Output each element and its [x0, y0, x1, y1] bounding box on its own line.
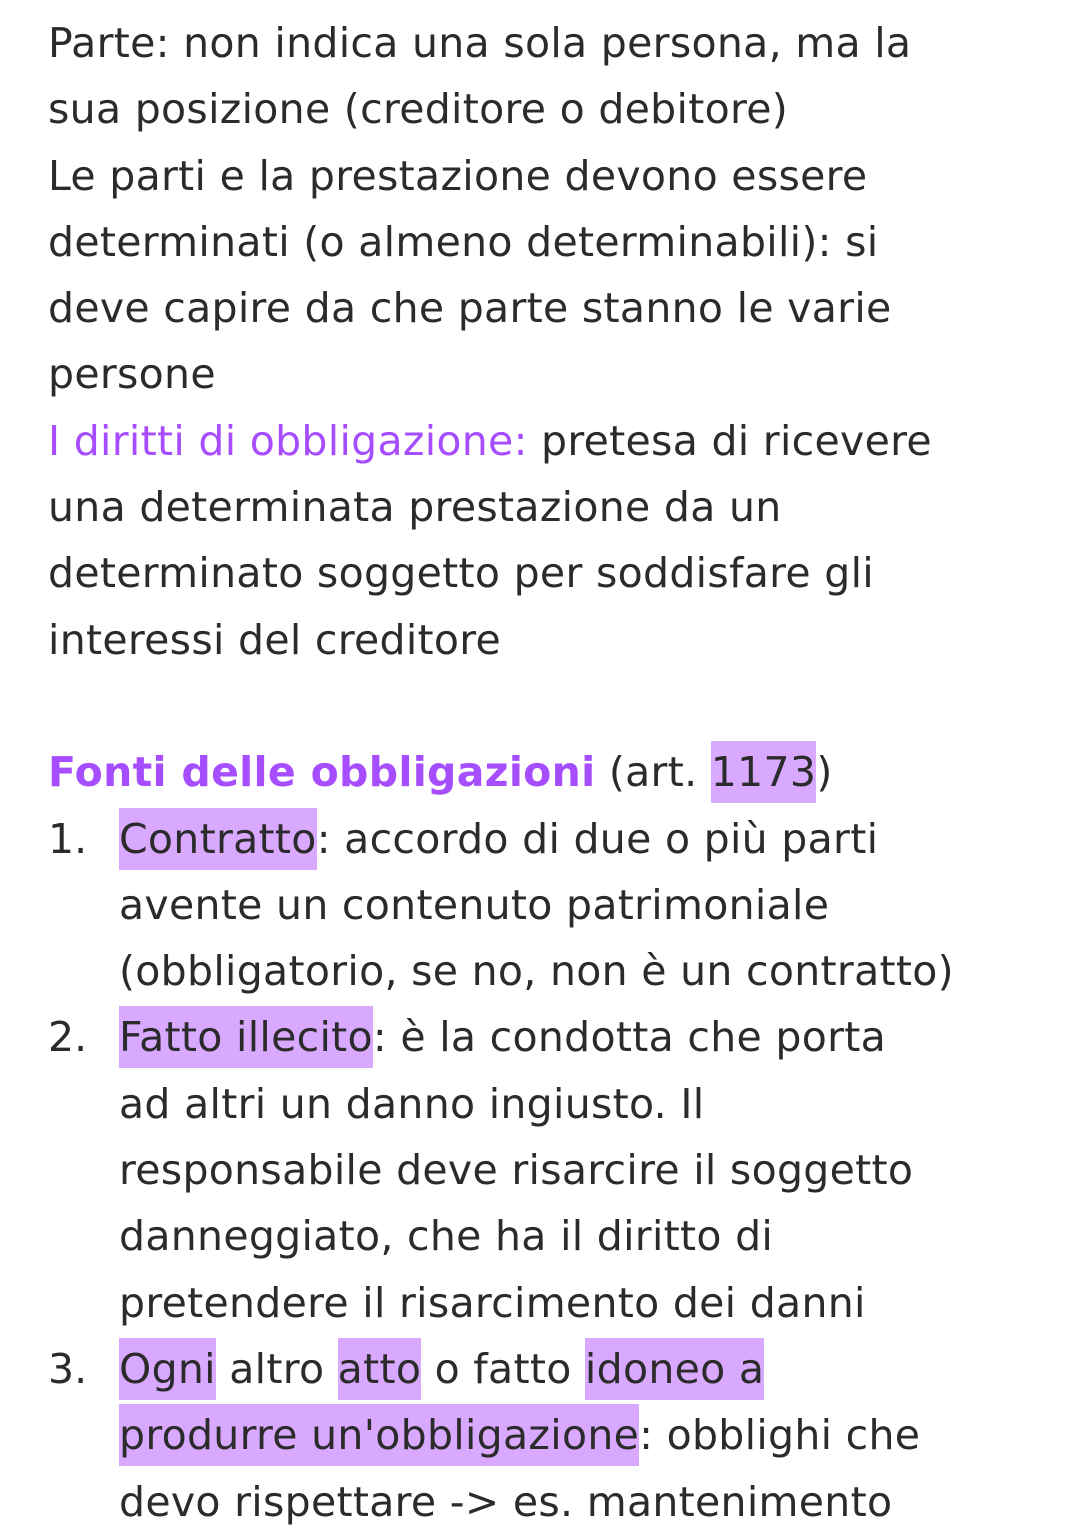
term-idoneo: idoneo a [585, 1338, 764, 1400]
diritti-line: determinato soggetto per soddisfare gli [48, 549, 874, 598]
list-item-altro-atto [48, 1336, 1048, 1535]
fonti-title: Fonti delle obbligazioni [48, 748, 596, 797]
intro-paragraph [48, 10, 1048, 408]
definition-start: : obblighi che [639, 1411, 921, 1460]
definition-start: accordo di due o più parti [330, 814, 879, 863]
term-colon: : [372, 1013, 388, 1062]
fonti-art-prefix: (art. [595, 748, 711, 797]
term-colon: : [316, 814, 331, 863]
list-item-contratto [48, 806, 1048, 1005]
notes-page [48, 10, 1048, 1535]
list-item-line: responsabile deve risarcire il soggetto [119, 1146, 914, 1195]
list-item-line: devo rispettare -> es. mantenimento [119, 1477, 893, 1526]
definition-start: è la condotta che porta [387, 1013, 887, 1062]
list-item-second-line [119, 1402, 1048, 1468]
list-item-line: avente un contenuto patrimoniale [119, 880, 830, 929]
diritti-line: interessi del creditore [48, 615, 502, 664]
fonti-art-number: 1173 [711, 741, 817, 803]
list-number: 3. [48, 1344, 88, 1393]
intro-line: sua posizione (creditore o debitore) [48, 85, 789, 134]
intro-line: persone [48, 350, 216, 399]
list-item-fatto-illecito [48, 1004, 1048, 1335]
list-item-line: danneggiato, che ha il diritto di [119, 1212, 774, 1261]
list-number: 2. [48, 1013, 88, 1062]
diritti-line: una determinata prestazione da un [48, 483, 782, 532]
list-item-line: (obbligatorio, se no, non è un contratto) [119, 947, 954, 996]
list-item-first-line [119, 1004, 1048, 1070]
list-item-line: ad altri un danno ingiusto. Il [119, 1079, 705, 1128]
intro-line: Le parti e la prestazione devono essere [48, 151, 868, 200]
fonti-art-suffix: ) [816, 748, 833, 797]
intro-line: determinati (o almeno determinabili): si [48, 217, 879, 266]
list-item-line: pretendere il risarcimento dei danni [119, 1278, 866, 1327]
list-item-first-line [119, 1336, 1048, 1402]
term-ogni: Ogni [119, 1338, 216, 1400]
term-produrre: produrre un'obbligazione [119, 1404, 639, 1466]
diritti-definition-start: pretesa di ricevere [527, 416, 932, 465]
intro-line: deve capire da che parte stanno le varie [48, 284, 892, 333]
term-contratto: Contratto [119, 808, 317, 870]
term-gap: o fatto [421, 1344, 585, 1393]
list-number: 1. [48, 814, 88, 863]
diritti-paragraph [48, 408, 1048, 673]
term-gap: altro [215, 1344, 338, 1393]
term-atto: atto [338, 1338, 422, 1400]
diritti-first-line [48, 408, 1048, 474]
list-item-first-line [119, 806, 1048, 872]
diritti-term: I diritti di obbligazione: [48, 416, 528, 465]
fonti-heading [48, 739, 1048, 805]
intro-line: Parte: non indica una sola persona, ma la [48, 19, 912, 67]
term-fatto-illecito: Fatto illecito [119, 1006, 373, 1068]
